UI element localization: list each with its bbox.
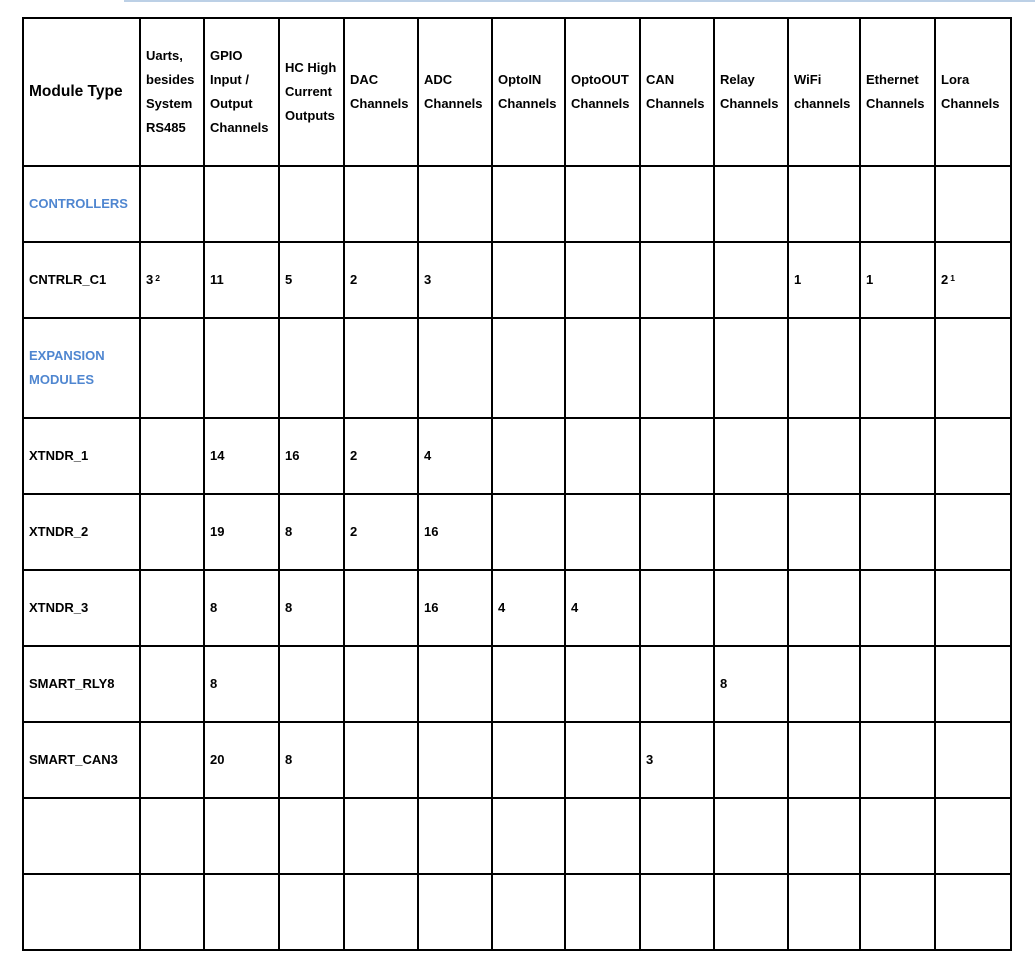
table-cell (860, 570, 935, 646)
table-cell (140, 874, 204, 950)
table-cell (860, 494, 935, 570)
table-cell (140, 722, 204, 798)
table-row (23, 570, 1011, 646)
table-cell (788, 318, 860, 418)
table-cell (418, 874, 492, 950)
table-cell (788, 494, 860, 570)
cell-value: 14 (210, 448, 225, 463)
table-cell (492, 318, 565, 418)
table-cell (418, 242, 492, 318)
table-cell (204, 418, 279, 494)
header-lora: Lora Channels (935, 18, 1011, 166)
module-name: XTNDR_2 (29, 524, 89, 539)
table-cell (935, 318, 1011, 418)
module-name: SMART_CAN3 (29, 752, 118, 767)
cell-value: 8 (720, 676, 728, 691)
table-cell (714, 570, 788, 646)
table-cell (565, 722, 640, 798)
table-cell (860, 874, 935, 950)
table-cell (279, 242, 344, 318)
table-cell (714, 318, 788, 418)
table-row (23, 418, 1011, 494)
table-cell (492, 570, 565, 646)
table-cell (344, 242, 418, 318)
table-cell (935, 242, 1011, 318)
table-row (23, 722, 1011, 798)
table-cell (204, 722, 279, 798)
table-cell (492, 166, 565, 242)
section-row (23, 318, 1011, 418)
table-row (23, 874, 1011, 950)
table-cell (418, 494, 492, 570)
table-cell (140, 798, 204, 874)
cell-value: 8 (285, 752, 293, 767)
table-cell (714, 166, 788, 242)
cell-value: 1 (794, 272, 802, 287)
table-cell (935, 874, 1011, 950)
table-cell (492, 798, 565, 874)
footnote-marker: 1 (950, 273, 955, 283)
table-cell (714, 722, 788, 798)
cell-value: 1 (866, 272, 874, 287)
table-cell (204, 494, 279, 570)
table-row (23, 494, 1011, 570)
cell-value: 16 (424, 600, 439, 615)
table-cell (492, 722, 565, 798)
table-cell (640, 646, 714, 722)
table-cell (344, 798, 418, 874)
table-cell (788, 570, 860, 646)
table-cell (344, 318, 418, 418)
table-cell (935, 646, 1011, 722)
table-cell (860, 166, 935, 242)
cell-value: 8 (285, 524, 293, 539)
table-cell (140, 418, 204, 494)
table-row (23, 242, 1011, 318)
table-cell (714, 874, 788, 950)
cell-value: 3 (646, 752, 654, 767)
module-name: SMART_RLY8 (29, 676, 115, 691)
table-cell (565, 570, 640, 646)
table-cell (204, 242, 279, 318)
cell-value: 19 (210, 524, 225, 539)
module-name: XTNDR_1 (29, 448, 89, 463)
cell-value: 2 (350, 272, 358, 287)
table-cell (492, 242, 565, 318)
cell-value: 8 (285, 600, 293, 615)
header-optoin: OptoIN Channels (492, 18, 565, 166)
cell-value: 20 (210, 752, 225, 767)
cell-value: 11 (210, 272, 224, 287)
table-cell (204, 166, 279, 242)
header-relay: Relay Channels (714, 18, 788, 166)
cell-value: 8 (210, 676, 218, 691)
table-cell (492, 418, 565, 494)
table-cell (279, 722, 344, 798)
table-cell (140, 242, 204, 318)
table-row (23, 798, 1011, 874)
cell-value: 8 (210, 600, 218, 615)
table-cell (788, 874, 860, 950)
section-label: EXPANSION MODULES (23, 318, 140, 418)
table-cell (565, 646, 640, 722)
table-cell (640, 318, 714, 418)
table-cell (860, 646, 935, 722)
module-name-cell (23, 570, 140, 646)
table-cell (565, 874, 640, 950)
table-cell (935, 494, 1011, 570)
table-cell (860, 318, 935, 418)
module-name-cell (23, 874, 140, 950)
table-cell (935, 798, 1011, 874)
header-adc: ADC Channels (418, 18, 492, 166)
table-cell (204, 318, 279, 418)
table-cell (418, 570, 492, 646)
cell-value: 16 (424, 524, 439, 539)
module-name-cell (23, 722, 140, 798)
header-can: CAN Channels (640, 18, 714, 166)
table-cell (279, 418, 344, 494)
cell-value: 3 (146, 272, 154, 287)
table-cell (860, 418, 935, 494)
table-cell (640, 874, 714, 950)
cell-value: 5 (285, 272, 293, 287)
module-name-cell (23, 242, 140, 318)
table-cell (140, 318, 204, 418)
header-row (23, 18, 1011, 166)
table-cell (204, 874, 279, 950)
table-cell (565, 798, 640, 874)
table-cell (640, 242, 714, 318)
table-cell (140, 494, 204, 570)
table-cell (279, 494, 344, 570)
table-cell (204, 646, 279, 722)
table-cell (418, 166, 492, 242)
cell-value: 4 (498, 600, 506, 615)
table-cell (788, 798, 860, 874)
cell-value: 2 (350, 524, 358, 539)
table-cell (788, 166, 860, 242)
table-cell (418, 646, 492, 722)
cell-value: 3 (424, 272, 432, 287)
table-cell (344, 494, 418, 570)
table-cell (344, 874, 418, 950)
header-optoout: OptoOUT Channels (565, 18, 640, 166)
table-row (23, 646, 1011, 722)
module-name-cell (23, 798, 140, 874)
section-row (23, 166, 1011, 242)
table-cell (565, 318, 640, 418)
cell-value: 2 (941, 272, 949, 287)
table-cell (788, 418, 860, 494)
table-cell (418, 722, 492, 798)
table-cell (565, 418, 640, 494)
cell-value: 2 (350, 448, 358, 463)
module-name: CNTRLR_C1 (29, 272, 107, 287)
table-cell (279, 798, 344, 874)
table-cell (565, 242, 640, 318)
module-name-cell (23, 646, 140, 722)
cell-value: 16 (285, 448, 300, 463)
table-cell (935, 570, 1011, 646)
table-cell (714, 242, 788, 318)
table-cell (640, 418, 714, 494)
table-body (23, 166, 1011, 950)
table-cell (279, 874, 344, 950)
table-cell (344, 570, 418, 646)
table-cell (140, 570, 204, 646)
module-name-cell (23, 494, 140, 570)
top-rule (124, 0, 1035, 2)
table-cell (140, 646, 204, 722)
table-cell (279, 570, 344, 646)
table-cell (640, 798, 714, 874)
module-name: XTNDR_3 (29, 600, 89, 615)
table-cell (714, 494, 788, 570)
table-cell (935, 418, 1011, 494)
table-cell (492, 646, 565, 722)
table-cell (860, 798, 935, 874)
header-module-type: Module Type (23, 18, 140, 166)
table-cell (344, 646, 418, 722)
table-cell (279, 318, 344, 418)
table-cell (279, 166, 344, 242)
table-cell (714, 418, 788, 494)
table-cell (640, 722, 714, 798)
header-uarts: Uarts, besides System RS485 (140, 18, 204, 166)
table-cell (344, 722, 418, 798)
module-name-cell (23, 418, 140, 494)
header-ethernet: Ethernet Channels (860, 18, 935, 166)
table-cell (204, 570, 279, 646)
table-cell (640, 570, 714, 646)
table-cell (565, 166, 640, 242)
table-cell (344, 166, 418, 242)
cell-value: 4 (571, 600, 579, 615)
table-cell (418, 318, 492, 418)
header-gpio: GPIO Input / Output Channels (204, 18, 279, 166)
table-cell (565, 494, 640, 570)
section-label: CONTROLLERS (23, 166, 140, 242)
header-hc: HC High Current Outputs (279, 18, 344, 166)
table-cell (140, 166, 204, 242)
table-cell (935, 166, 1011, 242)
table-cell (492, 874, 565, 950)
table-cell (788, 646, 860, 722)
table-cell (935, 722, 1011, 798)
cell-value: 4 (424, 448, 432, 463)
table-cell (279, 646, 344, 722)
footnote-marker: 2 (155, 273, 160, 283)
header-dac: DAC Channels (344, 18, 418, 166)
table-cell (418, 798, 492, 874)
table-cell (492, 494, 565, 570)
table-cell (860, 722, 935, 798)
table-cell (344, 418, 418, 494)
table-cell (788, 242, 860, 318)
table-cell (204, 798, 279, 874)
table-cell (640, 494, 714, 570)
table-cell (714, 798, 788, 874)
table-cell (788, 722, 860, 798)
table-cell (714, 646, 788, 722)
header-wifi: WiFi channels (788, 18, 860, 166)
table-cell (860, 242, 935, 318)
module-table (22, 17, 1012, 951)
table-cell (418, 418, 492, 494)
table-cell (640, 166, 714, 242)
